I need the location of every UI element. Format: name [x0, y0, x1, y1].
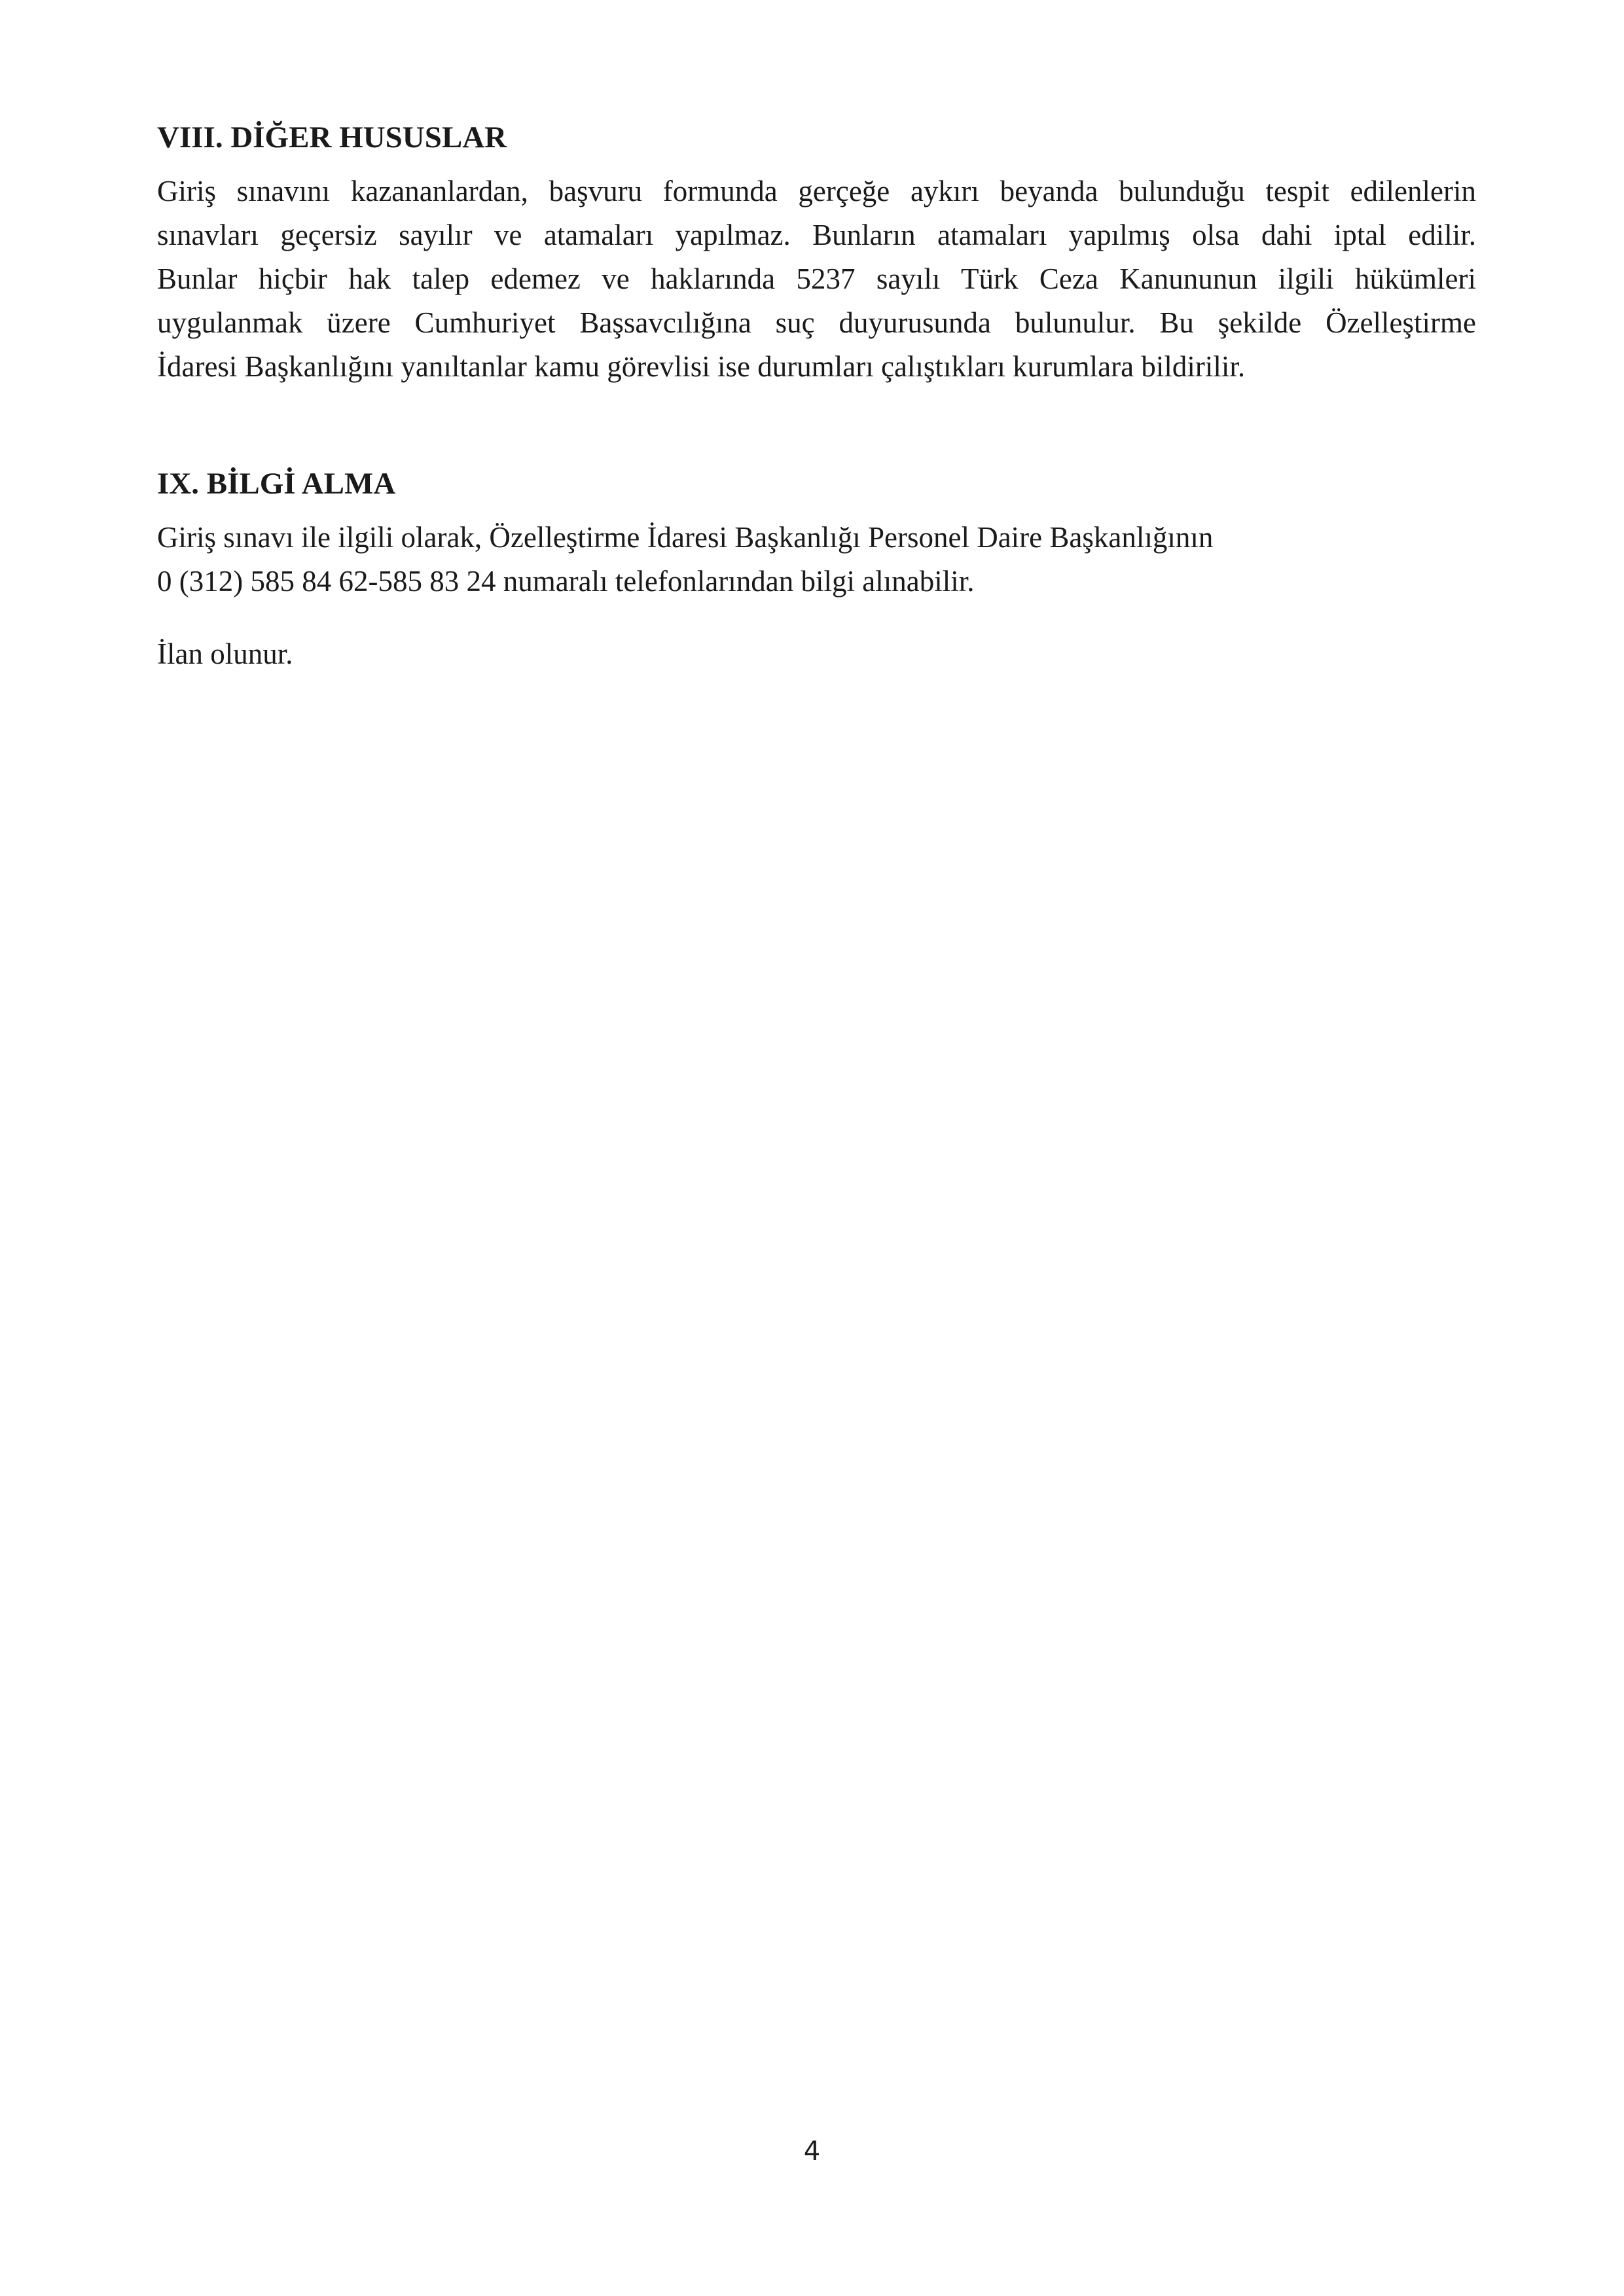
paragraph-line: uygulanmak üzere Cumhuriyet Başsavcılığına suç duyurusunda bulunulur. Bu şekilde Özelleştirme — [157, 306, 1476, 339]
page-content — [157, 115, 1476, 676]
section-paragraph — [157, 170, 1476, 389]
paragraph-line: Bunlar hiçbir hak talep edemez ve haklarında 5237 sayılı Türk Ceza Kanununun ilgili hükümleri — [157, 262, 1476, 295]
section-other-matters — [157, 115, 1476, 389]
closing-statement: İlan olunur. — [157, 637, 293, 670]
paragraph-line: 0 (312) 585 84 62-585 83 24 numaralı telefonlarından bilgi alınabilir. — [157, 565, 975, 598]
section-heading: IX. BİLGİ ALMA — [157, 467, 396, 501]
paragraph-line: Giriş sınavını kazananlardan, başvuru formunda gerçeğe aykırı beyanda bulunduğu tespit edilenlerin — [157, 175, 1476, 207]
section-information — [157, 461, 1476, 603]
paragraph-line: İdaresi Başkanlığını yanıltanlar kamu görevlisi ise durumları çalıştıkları kurumlara bildirilir. — [157, 350, 1246, 383]
section-heading: VIII. DİĞER HUSUSLAR — [157, 120, 507, 154]
page-number: 4 — [803, 2136, 821, 2166]
section-paragraph — [157, 516, 1476, 603]
paragraph-line: sınavları geçersiz sayılır ve atamaları yapılmaz. Bunların atamaları yapılmış olsa dahi iptal edilir. — [157, 219, 1476, 251]
paragraph-line: Giriş sınavı ile ilgili olarak, Özelleştirme İdaresi Başkanlığı Personel Daire Başkanlığının — [157, 521, 1214, 554]
